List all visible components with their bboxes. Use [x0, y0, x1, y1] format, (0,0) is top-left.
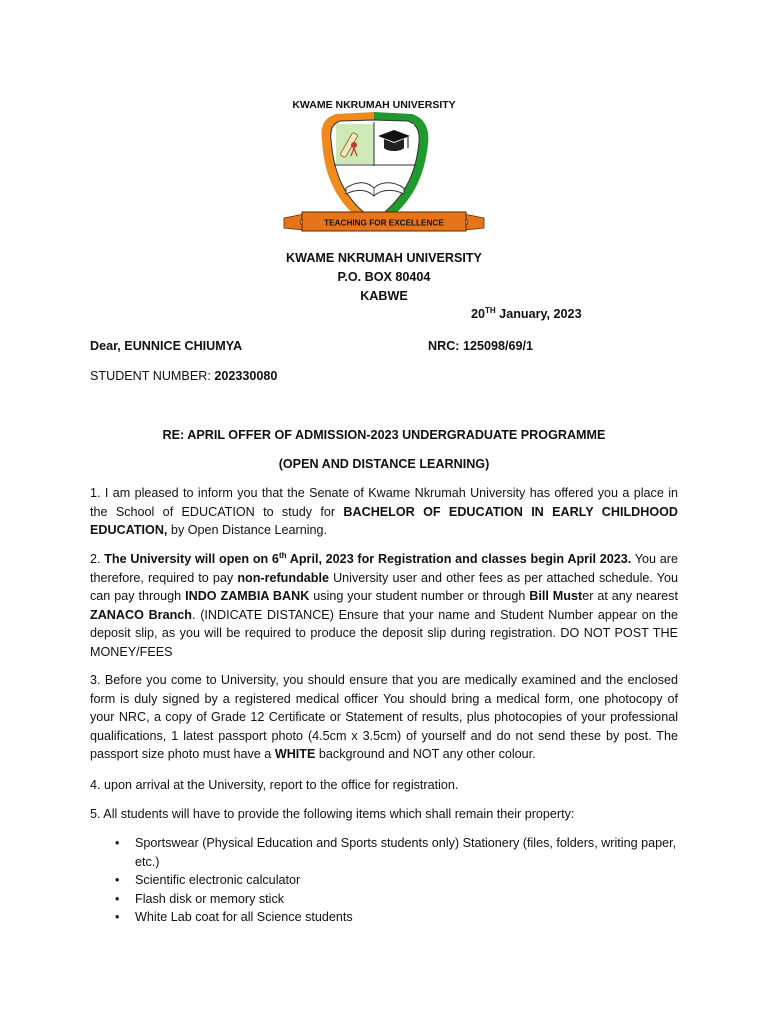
motto-text: TEACHING FOR EXCELLENCE	[324, 218, 444, 228]
list-item: • White Lab coat for all Science students	[115, 910, 353, 924]
student-number: STUDENT NUMBER: 202330080	[90, 369, 278, 383]
paragraph-3: 3. Before you come to University, you should ensure that you are medically examined and the enclosed form is duly signed by a registered medical officer You should bring a medical form, one photocopy of your NRC, a copy of Grade 12 Certificate or Statement of results, plus photocopies of your professional qualifications, 1 latest passport photo (4.5cm x 3.5cm) of yourself and do not send these by post. The passport size photo must have a WHITE background and NOT any other colour.	[90, 673, 678, 761]
motto-banner	[284, 212, 484, 231]
subject-line: RE: APRIL OFFER OF ADMISSION-2023 UNDERGRADUATE PROGRAMME	[162, 428, 606, 442]
list-item: • Flash disk or memory stick	[115, 891, 285, 906]
paragraph-4: 4. upon arrival at the University, report to the office for registration.	[90, 778, 459, 792]
paragraph-2: 2. The University will open on 6th April, 2023 for Registration and classes begin April 2023. You are therefore, required to pay non-refundable University user and other fees as per attached schedule. You can pay through INDO ZAMBIA BANK using your student number or through Bill Muster at any nearest ZANACO Branch. (INDICATE DISTANCE) Ensure that your name and Student Number appear on the deposit slip, as you will be required to produce the deposit slip during registration. DO NOT POST THE MONEY/FEES	[90, 551, 678, 659]
list-item: • Scientific electronic calculator	[115, 873, 301, 887]
subject-subline: (OPEN AND DISTANCE LEARNING)	[278, 457, 490, 471]
address-line-3: KABWE	[360, 289, 408, 303]
salutation: Dear, EUNNICE CHIUMYA	[90, 339, 243, 353]
address-line-2: P.O. BOX 80404	[337, 270, 431, 284]
paragraph-5: 5. All students will have to provide the following items which shall remain their property:	[90, 807, 575, 821]
letter-date: 20TH January, 2023	[471, 306, 582, 321]
required-items-list	[90, 834, 690, 927]
paragraph-1: 1. I am pleased to inform you that the Senate of Kwame Nkrumah University has offered you a place in the School of EDUCATION to study for BACHELOR OF EDUCATION IN EARLY CHILDHOOD EDUCATION, by Open Distance Learning.	[90, 486, 679, 537]
list-item: • Sportswear (Physical Education and Sports students only) Stationery (files, folders, writing paper, etc.)	[115, 836, 677, 869]
address-line-1: KWAME NKRUMAH UNIVERSITY	[286, 251, 482, 265]
university-crest-logo	[280, 96, 488, 242]
nrc-number: NRC: 125098/69/1	[428, 339, 534, 353]
crest-university-name: KWAME NKRUMAH UNIVERSITY	[292, 99, 456, 111]
